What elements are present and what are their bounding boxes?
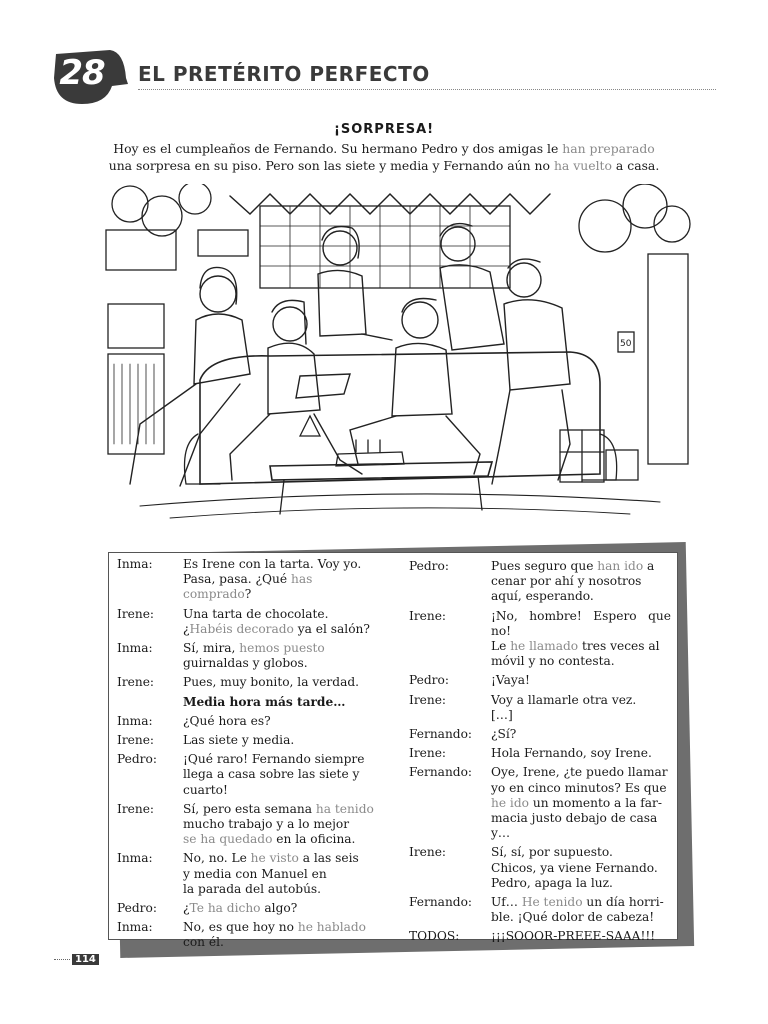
speech-text — [491, 673, 671, 688]
speech-text — [491, 746, 671, 761]
speech-text — [491, 845, 671, 891]
speaker-name: Fernando: — [409, 765, 473, 780]
dialogue-line — [117, 675, 379, 690]
speech-line — [183, 572, 379, 602]
stereo — [108, 304, 164, 348]
section-heading: ¡SORPRESA! — [333, 122, 435, 137]
speech-line — [491, 796, 671, 811]
dialogue-line — [409, 895, 671, 925]
text-run: cuarto! — [183, 782, 228, 797]
dialogue-line — [409, 845, 671, 891]
speech-line — [183, 733, 379, 748]
speech-line — [491, 861, 671, 876]
speech-line — [183, 641, 379, 656]
speech-text — [183, 752, 379, 798]
speech-text — [183, 851, 379, 897]
speech-text — [491, 559, 671, 605]
highlighted-verb: ha tenido — [315, 801, 374, 816]
speech-line — [491, 826, 671, 841]
dialogue-line — [117, 607, 379, 637]
speaker-name: Irene: — [409, 746, 447, 761]
dialogue-line — [117, 733, 379, 748]
speaker-name: Pedro: — [409, 673, 449, 688]
highlighted-verb: ha vuelto — [553, 158, 612, 173]
text-run: ¡¡¡SOOOR-PREEE-SAAA!!! — [491, 929, 656, 944]
dialogue-line — [409, 765, 671, 841]
dialogue-line — [117, 920, 379, 950]
dialogue-line — [409, 609, 671, 670]
speech-line — [491, 708, 671, 723]
speech-text — [491, 693, 671, 723]
text-run: […] — [491, 707, 513, 722]
speech-line — [491, 654, 671, 669]
text-run: cenar por ahí y nosotros — [491, 574, 642, 589]
text-run: la parada del autobús. — [183, 881, 322, 896]
text-run: Es Irene con la tarta. Voy yo. — [183, 557, 362, 571]
text-run: macia justo debajo de casa — [491, 811, 658, 826]
text-run: Hoy es el cumpleaños de Fernando. Su hermano Pedro y dos amigas le — [113, 141, 563, 156]
text-run: Le — [491, 639, 511, 654]
dialogue-line — [117, 557, 379, 603]
speech-line — [491, 693, 671, 708]
text-run: una sorpresa en su piso. Pero son las siete y media y Fernando aún no — [108, 158, 554, 173]
text-run: un día horri- — [582, 895, 664, 910]
text-run: ¿Sí? — [491, 727, 517, 742]
text-run: y media con Manuel en — [183, 866, 327, 881]
text-run: Voy a llamarle otra vez. — [491, 692, 637, 707]
text-run: Sí, pero esta semana — [183, 801, 316, 816]
speech-line — [183, 656, 379, 671]
text-run: No, no. Le — [183, 851, 251, 866]
speech-text — [183, 802, 379, 848]
speech-line — [491, 746, 671, 761]
speech-line — [183, 802, 379, 817]
text-run: con él. — [183, 935, 224, 950]
speech-text — [183, 733, 379, 748]
intro-line — [100, 157, 668, 174]
speaker-name: Irene: — [409, 608, 447, 623]
speaker-name: Pedro: — [409, 559, 449, 573]
intro-paragraph — [100, 140, 668, 174]
text-run: Pedro, apaga la luz. — [491, 875, 613, 890]
text-run: a casa. — [611, 158, 660, 173]
speech-line — [183, 867, 379, 882]
text-run: ¿ — [183, 901, 190, 916]
speech-text — [183, 641, 379, 671]
speech-line — [183, 752, 379, 767]
text-run: ya el salón? — [293, 621, 370, 636]
text-run: llega a casa sobre las siete y — [183, 767, 360, 782]
speaker-name: Pedro: — [117, 752, 157, 767]
text-run: Chicos, ya viene Fernando. — [491, 860, 658, 875]
text-run: Uf… — [491, 895, 522, 910]
highlighted-verb: se ha quedado — [183, 832, 273, 847]
speech-line — [491, 765, 671, 780]
speech-line — [491, 895, 671, 910]
speech-text — [491, 765, 671, 841]
speech-line — [491, 589, 671, 604]
speech-line — [491, 910, 671, 925]
dialogue-line — [409, 559, 671, 605]
text-run: No, es que hoy no — [183, 920, 298, 935]
text-run: en la oficina. — [272, 832, 356, 847]
text-run: mucho trabajo y a lo mejor — [183, 817, 350, 832]
text-run: Pues seguro que — [491, 559, 598, 573]
dialogue-line — [409, 727, 671, 742]
text-run: algo? — [260, 901, 298, 916]
page-number-value: 114 — [72, 954, 99, 965]
speech-line — [183, 920, 379, 935]
text-run: Pasa, pasa. ¿Qué — [183, 572, 291, 587]
highlighted-verb: Te ha dicho — [189, 901, 261, 916]
speech-text — [183, 901, 379, 916]
speech-line — [491, 811, 671, 826]
stage-direction — [183, 695, 379, 710]
dialogue-line — [117, 695, 379, 710]
speaker-name: Fernando: — [409, 727, 473, 742]
speaker-name: Inma: — [117, 641, 153, 656]
text-run: un momento a la far- — [528, 795, 662, 810]
speaker-name: Inma: — [117, 713, 153, 728]
speaker-name: Irene: — [117, 675, 155, 690]
speech-line — [183, 557, 379, 572]
text-run: yo en cinco minutos? Es que — [491, 780, 667, 795]
speaker-name: Irene: — [117, 606, 155, 621]
speech-text — [183, 920, 379, 950]
speech-line — [183, 622, 379, 637]
speech-line — [183, 935, 379, 950]
speech-line — [183, 832, 379, 847]
highlighted-verb: hemos puesto — [239, 641, 325, 656]
speech-text — [491, 727, 671, 742]
speech-line — [491, 845, 671, 860]
speech-line — [491, 929, 671, 944]
dialogue-line — [117, 901, 379, 916]
speaker-name: Irene: — [117, 733, 155, 748]
speaker-name: Inma: — [117, 851, 153, 866]
speech-line — [183, 695, 379, 710]
title-divider — [138, 89, 716, 90]
speaker-name: Irene: — [409, 845, 447, 860]
page-number — [54, 954, 99, 965]
speech-text — [491, 609, 671, 670]
dialogue-line — [117, 851, 379, 897]
text-run: Hola Fernando, soy Irene. — [491, 746, 652, 761]
speech-line — [491, 673, 671, 688]
speech-text — [183, 675, 379, 690]
chapter-title: EL PRETÉRITO PERFECTO — [138, 62, 430, 86]
dialogue-column-right — [409, 559, 671, 949]
speaker-name: Inma: — [117, 557, 153, 571]
speech-line — [491, 609, 671, 639]
text-run: Oye, Irene, ¿te puedo llamar — [491, 765, 668, 780]
dialogue-box — [108, 552, 678, 950]
dialogue-line — [409, 693, 671, 723]
speech-line — [183, 714, 379, 729]
text-run: ¡Qué raro! Fernando siempre — [183, 752, 365, 767]
text-run: guirnaldas y globos. — [183, 656, 308, 671]
speech-line — [183, 607, 379, 622]
speech-text — [491, 929, 671, 944]
text-run: Las siete y media. — [183, 733, 295, 748]
speech-line — [183, 675, 379, 690]
dialogue-line — [117, 714, 379, 729]
text-run: Sí, mira, — [183, 641, 240, 656]
text-run: tres veces al — [578, 639, 660, 654]
speech-line — [491, 727, 671, 742]
speaker-name: Fernando: — [409, 895, 473, 910]
highlighted-verb: has comprado — [183, 572, 313, 602]
text-run: ¿ — [183, 621, 190, 636]
highlighted-verb: han ido — [597, 559, 644, 573]
text-run: ? — [244, 587, 252, 602]
highlighted-verb: Habéis decorado — [189, 621, 294, 636]
text-run: y… — [491, 826, 511, 841]
speaker-name: Irene: — [117, 801, 155, 816]
text-run: a las seis — [298, 851, 359, 866]
speech-line — [183, 851, 379, 866]
chapter-number: 28 — [59, 53, 105, 93]
text-run: aquí, esperando. — [491, 589, 594, 604]
dialogue-line — [117, 752, 379, 798]
speech-line — [491, 876, 671, 891]
highlighted-verb: he ido — [491, 795, 529, 810]
text-run: a — [643, 559, 655, 573]
dialogue-line — [409, 746, 671, 761]
text-run: ble. ¡Qué dolor de cabeza! — [491, 910, 655, 925]
speech-line — [183, 901, 379, 916]
text-run: móvil y no contesta. — [491, 654, 615, 669]
dialogue-line — [409, 929, 671, 944]
window — [260, 206, 510, 288]
text-run: Una tarta de chocolate. — [183, 606, 329, 621]
speech-text — [183, 557, 379, 603]
speaker-name: TODOS: — [409, 929, 460, 944]
highlighted-verb: he hablado — [297, 920, 366, 935]
intro-line — [100, 140, 668, 157]
text-run: Pues, muy bonito, la verdad. — [183, 675, 360, 690]
speech-line — [491, 559, 671, 574]
speech-line — [491, 639, 671, 654]
text-run: ¡Vaya! — [491, 673, 530, 688]
speech-line — [183, 767, 379, 782]
wall-sign: 50 — [620, 339, 632, 349]
highlighted-verb: he visto — [250, 851, 299, 866]
speech-line — [183, 783, 379, 798]
speech-line — [183, 817, 379, 832]
text-run: ¡No, hombre! Espero que no! — [491, 608, 671, 638]
speaker-name: Inma: — [117, 920, 153, 935]
speech-text — [491, 895, 671, 925]
highlighted-verb: han preparado — [562, 141, 655, 156]
text-run: ¿Qué hora es? — [183, 713, 271, 728]
speech-line — [183, 882, 379, 897]
speaker-name: Irene: — [409, 692, 447, 707]
speaker-name — [117, 695, 183, 710]
speech-text — [183, 607, 379, 637]
speaker-name: Pedro: — [117, 901, 157, 916]
living-room-illustration — [100, 184, 692, 526]
text-run: Media hora más tarde… — [183, 694, 346, 709]
dialogue-column-left — [117, 557, 379, 955]
text-run: Sí, sí, por supuesto. — [491, 845, 613, 860]
speech-line — [491, 574, 671, 589]
speech-text — [183, 714, 379, 729]
highlighted-verb: He tenido — [521, 895, 583, 910]
dialogue-line — [117, 641, 379, 671]
dialogue-line — [117, 802, 379, 848]
papers — [296, 374, 350, 398]
dialogue-line — [409, 673, 671, 688]
speech-line — [491, 781, 671, 796]
highlighted-verb: he llamado — [510, 639, 579, 654]
